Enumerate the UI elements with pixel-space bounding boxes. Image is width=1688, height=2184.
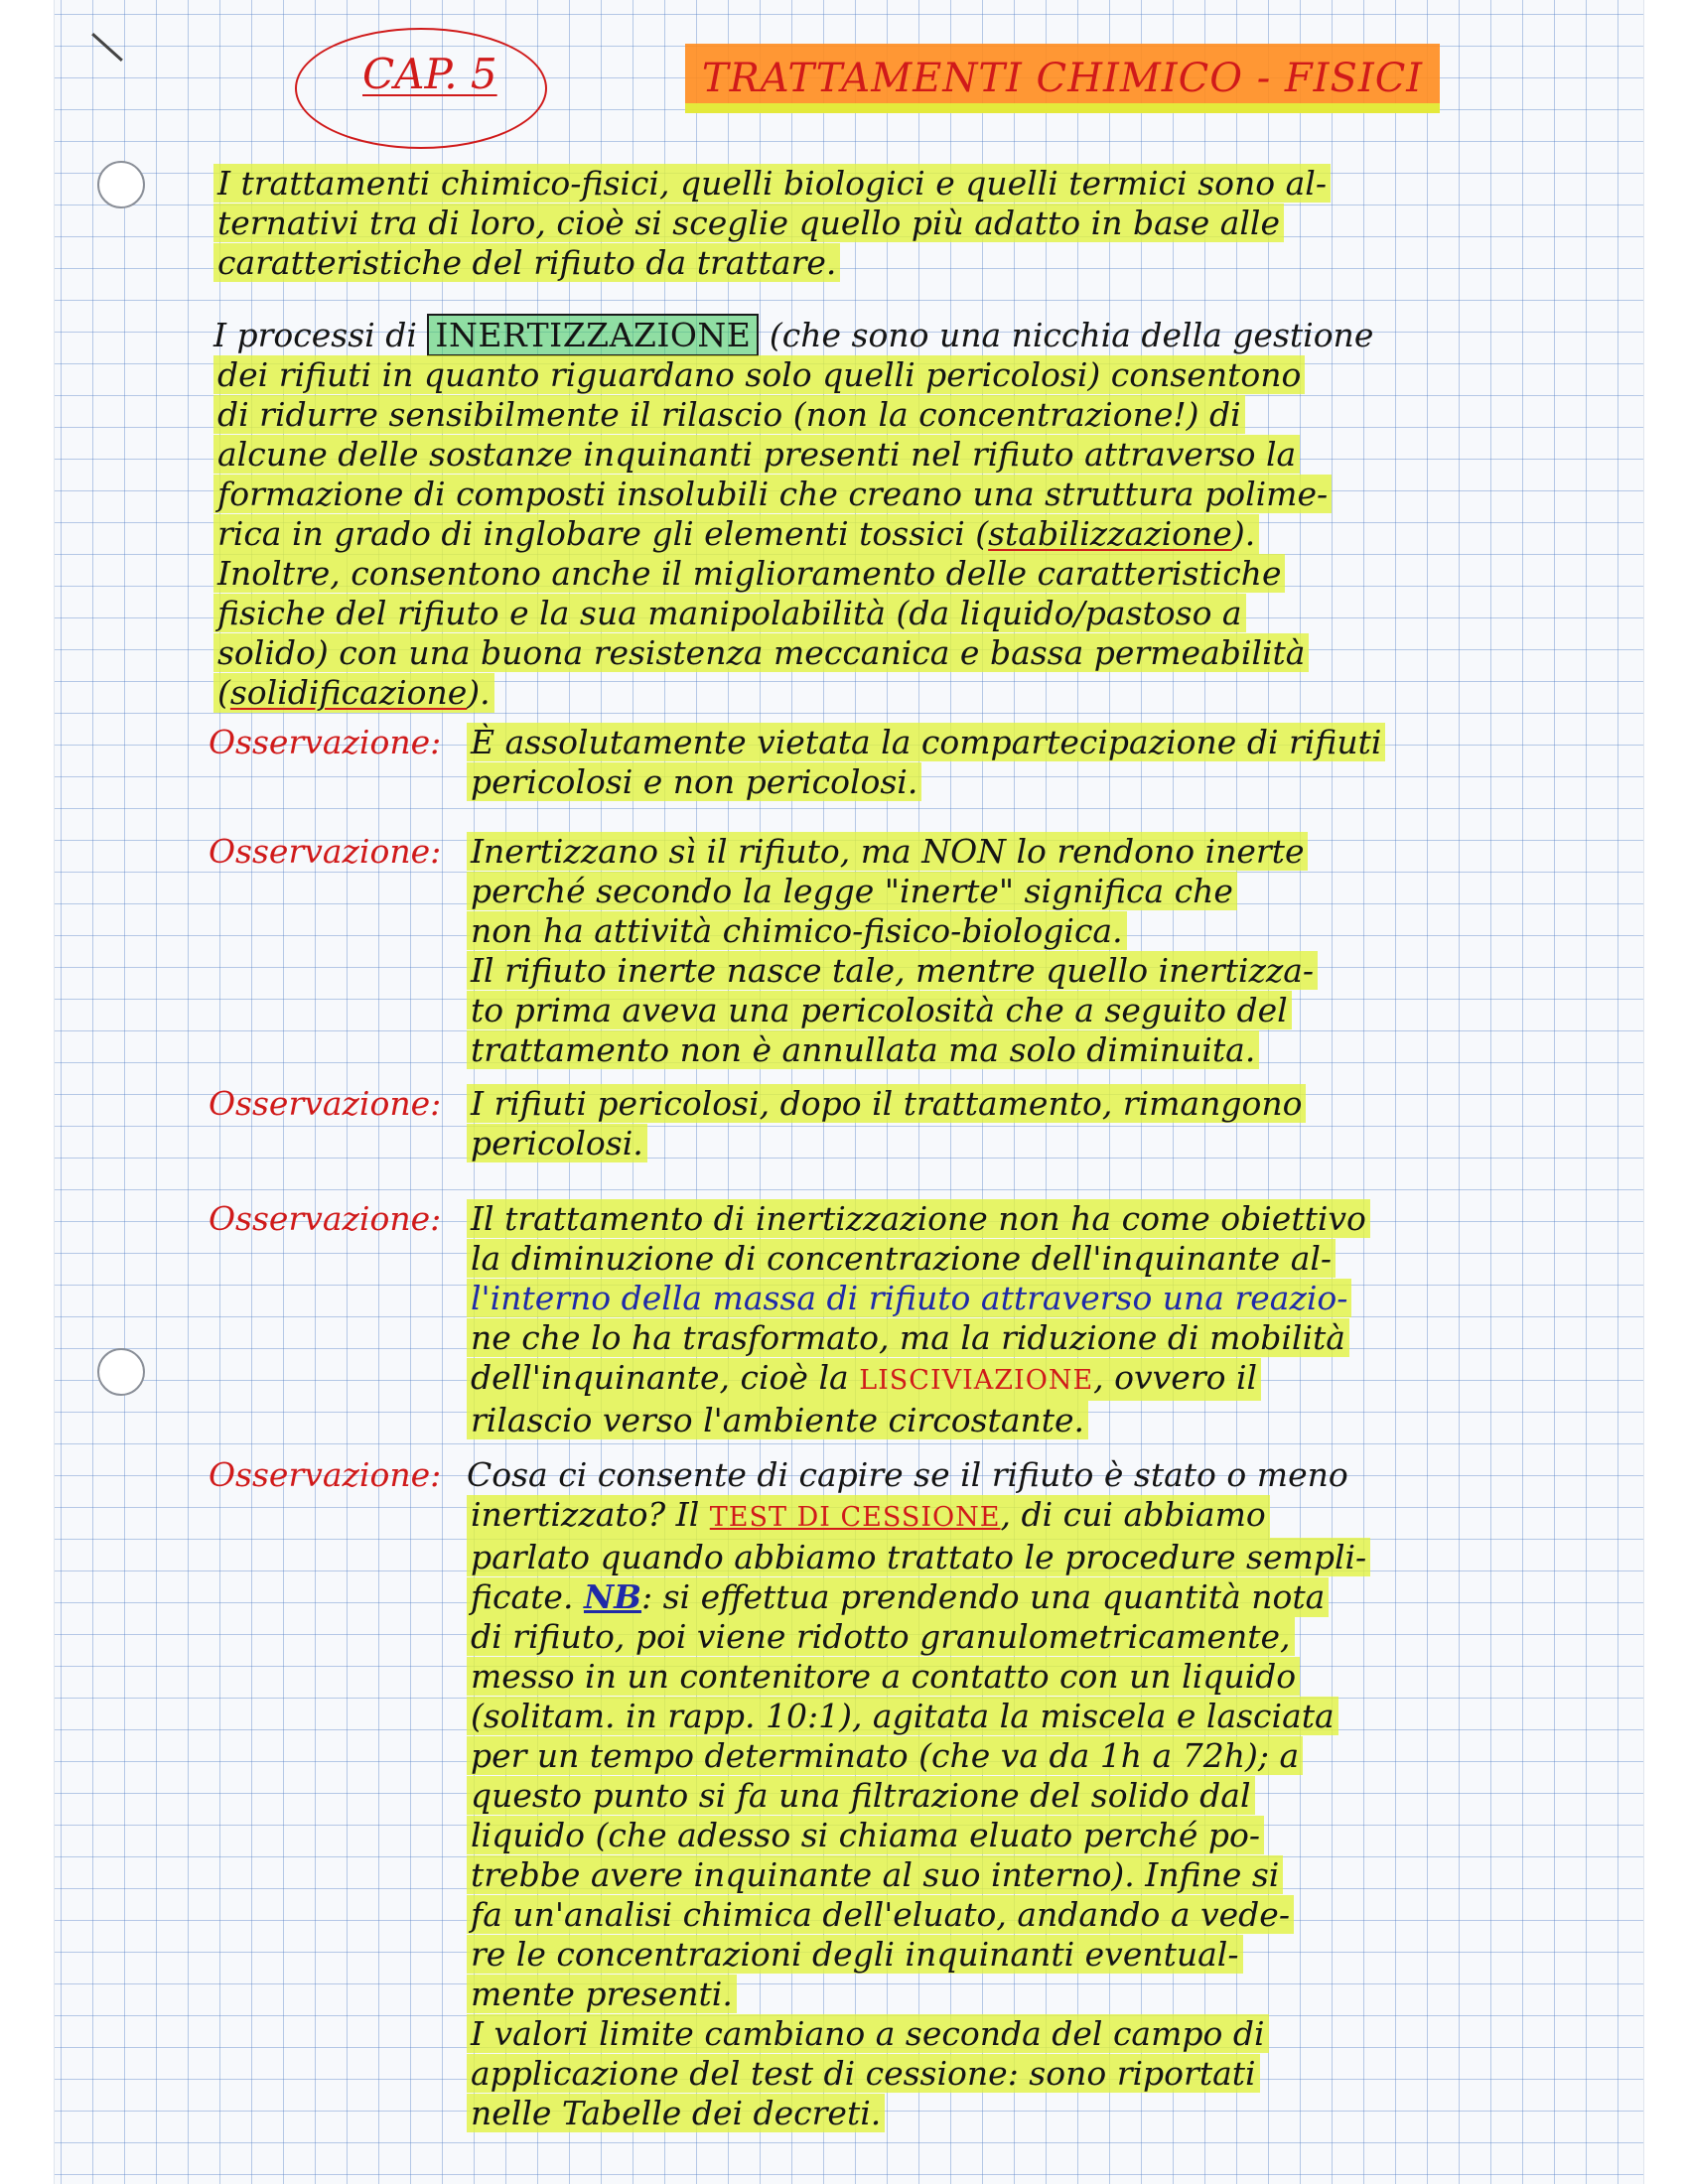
obs-line: pericolosi e non pericolosi. xyxy=(467,762,921,801)
obs-line: nelle Tabelle dei decreti. xyxy=(467,2094,885,2132)
para-text: (che sono una nicchia della gestione xyxy=(769,316,1374,354)
obs-line: Il rifiuto inerte nasce tale, mentre quello inertizza- xyxy=(467,951,1318,990)
obs-line: È assolutamente vietata la compartecipazione di rifiuti xyxy=(467,723,1385,761)
punch-hole xyxy=(97,1348,145,1396)
obs-line: parlato quando abbiamo trattato le procedure sempli- xyxy=(467,1538,1370,1576)
para-line: solido) con una buona resistenza meccanica e bassa permeabilità xyxy=(213,633,1309,672)
para-text: I processi di xyxy=(213,316,417,354)
observation-text xyxy=(467,723,1509,802)
obs-line: I rifiuti pericolosi, dopo il trattamento, rimangono xyxy=(467,1084,1306,1123)
page-title: TRATTAMENTI CHIMICO - FISICI xyxy=(701,56,1424,101)
obs-text: , di cui abbiamo xyxy=(1000,1495,1266,1534)
observation-label: Osservazione: xyxy=(209,1199,442,1238)
para-line: Inoltre, consentono anche il miglioramento delle caratteristiche xyxy=(213,554,1285,593)
para-text: ( xyxy=(217,673,230,712)
para-line: dei rifiuti in quanto riguardano solo quelli pericolosi) consentono xyxy=(213,355,1305,394)
obs-line: trebbe avere inquinante al suo interno). Infine si xyxy=(467,1855,1283,1894)
obs-text: inertizzato? Il xyxy=(471,1495,700,1534)
obs-line: fa un'analisi chimica dell'eluato, andando a vede- xyxy=(467,1895,1294,1934)
obs-line: liquido (che adesso si chiama eluato perché po- xyxy=(467,1816,1264,1854)
nb-marker: NB xyxy=(583,1577,642,1616)
intro-paragraph xyxy=(213,164,1504,283)
punch-hole xyxy=(97,161,145,208)
obs-line: non ha attività chimico-fisico-biologica. xyxy=(467,911,1127,950)
para-line: formazione di composti insolubili che creano una struttura polime- xyxy=(213,475,1332,513)
solidification-term: solidificazione xyxy=(229,673,468,712)
chapter-label: CAP. 5 xyxy=(362,50,497,98)
obs-line: Cosa ci consente di capire se il rifiuto è stato o meno xyxy=(467,1455,1348,1494)
intro-line: ternativi tra di loro, cioè si sceglie quello più adatto in base alle xyxy=(213,204,1284,242)
obs-text: , ovvero il xyxy=(1093,1358,1258,1397)
observation-label: Osservazione: xyxy=(209,723,442,761)
obs-line: ne che lo ha trasformato, ma la riduzione di mobilità xyxy=(467,1318,1349,1357)
obs-line: applicazione del test di cessione: sono riportati xyxy=(467,2054,1260,2093)
para-line: di ridurre sensibilmente il rilascio (non la concentrazione!) di xyxy=(213,395,1245,434)
inertization-keyword: INERTIZZAZIONE xyxy=(427,314,759,356)
stabilization-term: stabilizzazione xyxy=(988,514,1232,553)
obs-line: questo punto si fa una filtrazione del solido dal xyxy=(467,1776,1255,1815)
observation-text xyxy=(467,1199,1509,1440)
para-text: ). xyxy=(467,673,491,712)
para-line: fisiche del rifiuto e la sua manipolabilità (da liquido/pastoso a xyxy=(213,594,1246,632)
intro-line: caratteristiche del rifiuto da trattare. xyxy=(213,243,840,282)
inertization-paragraph xyxy=(213,316,1524,713)
obs-line: (solitam. in rapp. 10:1), agitata la miscela e lasciata xyxy=(467,1697,1338,1735)
observation-label: Osservazione: xyxy=(209,1455,442,1494)
obs-line: perché secondo la legge "inerte" significa che xyxy=(467,872,1237,910)
obs-line: pericolosi. xyxy=(467,1124,647,1162)
obs-line: la diminuzione di concentrazione dell'inquinante al- xyxy=(467,1239,1336,1278)
observation-text xyxy=(467,1455,1509,2133)
obs-text: : si effettua prendendo una quantità nota xyxy=(641,1577,1326,1616)
observation-label: Osservazione: xyxy=(209,832,442,871)
obs-line: re le concentrazioni degli inquinanti eventual- xyxy=(467,1935,1243,1974)
obs-line: messo in un contenitore a contatto con un liquido xyxy=(467,1657,1300,1696)
obs-line: rilascio verso l'ambiente circostante. xyxy=(467,1401,1088,1439)
observation-text xyxy=(467,832,1509,1070)
para-text: ). xyxy=(1231,514,1256,553)
observation-text xyxy=(467,1084,1509,1163)
test-di-cessione-term: TEST DI CESSIONE xyxy=(709,1502,1001,1533)
leaching-term: LISCIVIAZIONE xyxy=(859,1365,1094,1396)
obs-line: Il trattamento di inertizzazione non ha come obiettivo xyxy=(467,1199,1370,1238)
obs-text: ficate. xyxy=(471,1577,574,1616)
obs-line: trattamento non è annullata ma solo diminuita. xyxy=(467,1030,1259,1069)
obs-line: I valori limite cambiano a seconda del campo di xyxy=(467,2014,1269,2053)
obs-line: to prima aveva una pericolosità che a seguito del xyxy=(467,991,1292,1029)
observation-label: Osservazione: xyxy=(209,1084,442,1123)
obs-line: di rifiuto, poi viene ridotto granulometricamente, xyxy=(467,1617,1295,1656)
obs-line: l'interno della massa di rifiuto attraverso una reazio- xyxy=(467,1279,1351,1317)
intro-line: I trattamenti chimico-fisici, quelli biologici e quelli termici sono al- xyxy=(213,164,1331,203)
para-line: rica in grado di inglobare gli elementi tossici ( xyxy=(217,514,989,553)
obs-line: Inertizzano sì il rifiuto, ma NON lo rendono inerte xyxy=(467,832,1308,871)
obs-text: dell'inquinante, cioè la xyxy=(471,1358,849,1397)
obs-line: mente presenti. xyxy=(467,1975,737,2013)
obs-line: per un tempo determinato (che va da 1h a 72h); a xyxy=(467,1736,1303,1775)
para-line: alcune delle sostanze inquinanti presenti nel rifiuto attraverso la xyxy=(213,435,1300,474)
